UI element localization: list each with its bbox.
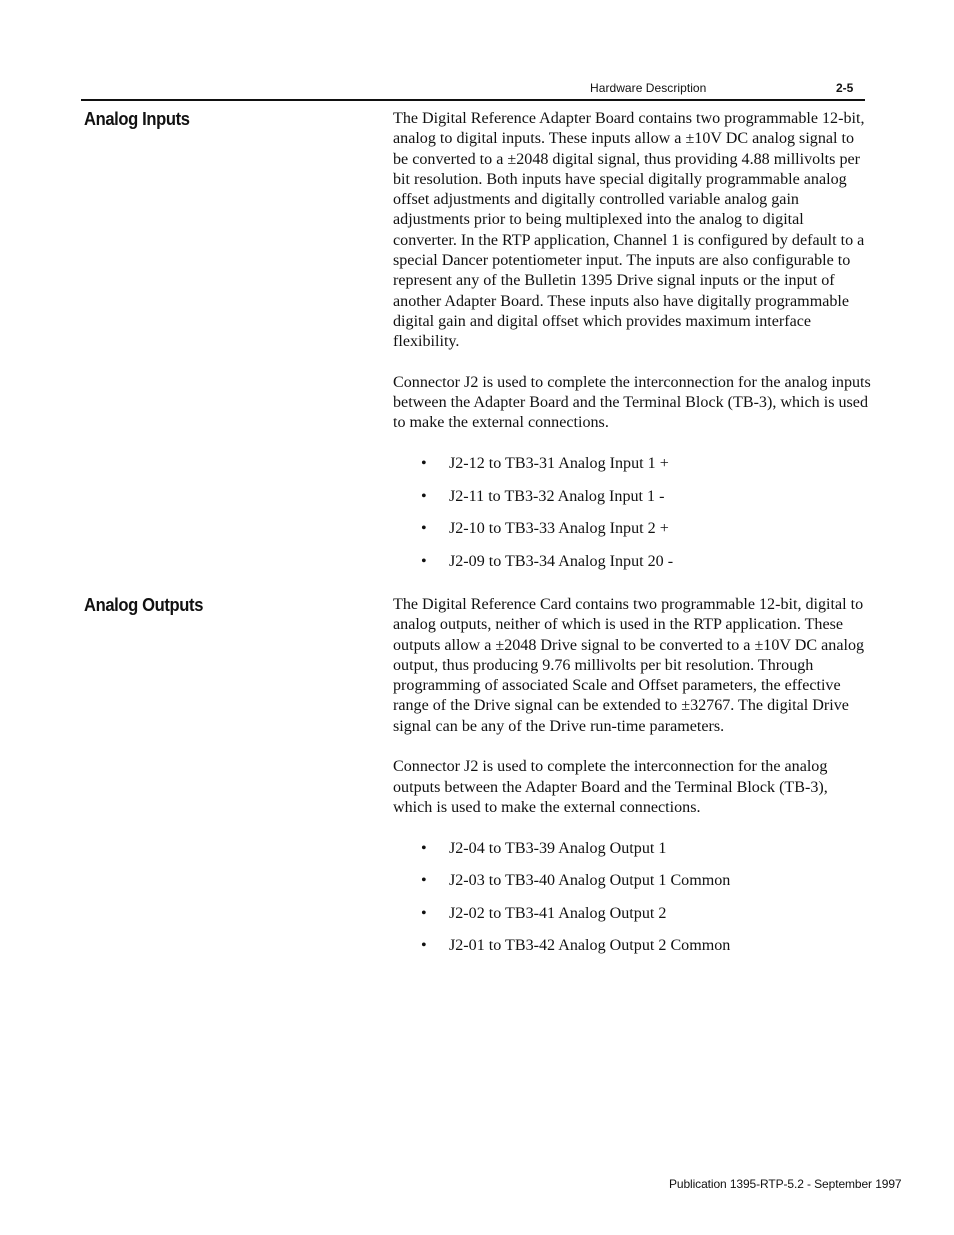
list-item-text: J2-12 to TB3-31 Analog Input 1 + bbox=[449, 455, 669, 473]
list-item bbox=[393, 936, 871, 969]
bullet-icon: • bbox=[421, 937, 427, 955]
page-number: 2-5 bbox=[836, 81, 854, 95]
bullet-icon: • bbox=[421, 455, 427, 473]
list-item-text: J2-04 to TB3-39 Analog Output 1 bbox=[449, 839, 667, 857]
list-item-text: J2-02 to TB3-41 Analog Output 2 bbox=[449, 904, 667, 922]
paragraph-analog-inputs-connector: Connector J2 is used to complete the interconnection for the analog inputs between the Adapter Board and the Terminal Block (TB-3), which is used to make the external connections. bbox=[393, 373, 871, 432]
footer-publication: Publication 1395-RTP-5.2 - September 1997 bbox=[669, 1177, 902, 1191]
section-heading-analog-outputs: Analog Outputs bbox=[84, 595, 204, 615]
list-item bbox=[393, 904, 871, 937]
list-item bbox=[393, 871, 871, 904]
list-item-text: J2-10 to TB3-33 Analog Input 2 + bbox=[449, 520, 669, 538]
list-item bbox=[393, 487, 871, 520]
section-heading-analog-inputs: Analog Inputs bbox=[84, 109, 190, 129]
section-body-analog-outputs bbox=[393, 595, 871, 969]
bullet-icon: • bbox=[421, 520, 427, 538]
list-item bbox=[393, 519, 871, 552]
bullet-icon: • bbox=[421, 904, 427, 922]
list-item-text: J2-09 to TB3-34 Analog Input 20 - bbox=[449, 552, 674, 570]
list-item bbox=[393, 454, 871, 487]
paragraph-analog-outputs-connector: Connector J2 is used to complete the interconnection for the analog outputs between the Adapter Board and the Terminal Block (TB-3), which is used to make the external connections. bbox=[393, 758, 828, 816]
paragraph-analog-inputs-description: The Digital Reference Adapter Board contains two programmable 12-bit, analog to digital inputs. These inputs allow a ±10V DC analog signal to be converted to a ±2048 digital signal, thus providing 4.88 millivolts per bit resolution. Both inputs have special digitally programmable analog offset adjustments and digitally controlled variable analog gain adjustments prior to being multiplexed into the analog to digital converter. In the RTP application, Channel 1 is configured by default to a special Dancer potentiometer input. The inputs are also configurable to represent any of the Bulletin 1395 Drive signal inputs or the input of another Adapter Board. These inputs also have digitally programmable digital gain and digital offset which provides maximum interface flexibility. bbox=[393, 110, 865, 351]
bullet-icon: • bbox=[421, 487, 427, 505]
list-item-text: J2-03 to TB3-40 Analog Output 1 Common bbox=[449, 872, 731, 890]
section-body-analog-inputs bbox=[393, 109, 871, 584]
bullet-icon: • bbox=[421, 839, 427, 857]
running-header-title: Hardware Description bbox=[590, 81, 707, 95]
header-rule bbox=[81, 99, 865, 101]
paragraph-analog-outputs-description: The Digital Reference Card contains two programmable 12-bit, digital to analog outputs, neither of which is used in the RTP application. These outputs allow a ±2048 Drive signal to be converted to a ±10V DC analog output, thus producing 9.76 millivolts per bit resolution. Through programming of associated Scale and Offset parameters, the effective range of the Drive signal can be extended to ±32767. The digital Drive signal can be any of the Drive run-time parameters. bbox=[393, 596, 865, 735]
list-item bbox=[393, 839, 871, 872]
connection-list-analog-outputs bbox=[393, 839, 871, 969]
bullet-icon: • bbox=[421, 872, 427, 890]
list-item-text: J2-11 to TB3-32 Analog Input 1 - bbox=[449, 487, 665, 505]
connection-list-analog-inputs bbox=[393, 454, 871, 584]
list-item bbox=[393, 552, 871, 585]
bullet-icon: • bbox=[421, 552, 427, 570]
list-item-text: J2-01 to TB3-42 Analog Output 2 Common bbox=[449, 937, 731, 955]
